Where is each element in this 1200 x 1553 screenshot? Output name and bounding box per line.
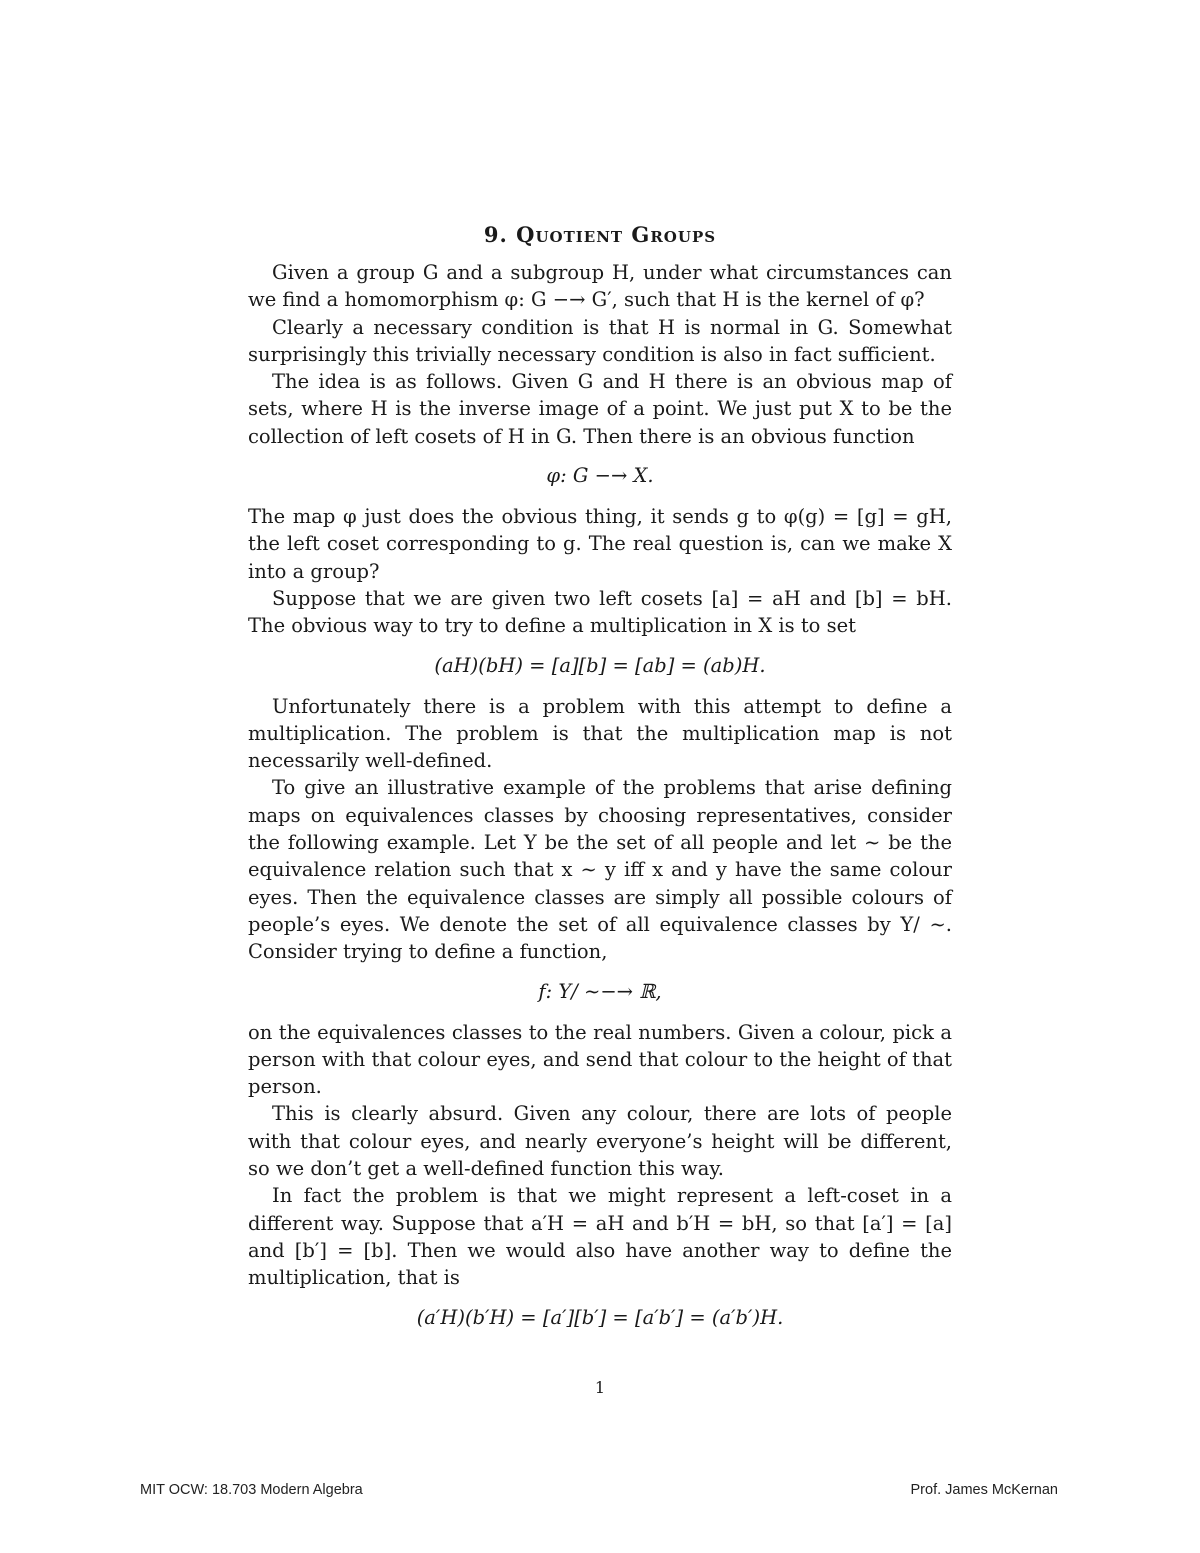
page-body xyxy=(248,222,952,1345)
page-number: 1 xyxy=(594,1378,606,1397)
paragraph-5: Suppose that we are given two left cosets [a] = aH and [b] = bH. The obvious way to try to define a multiplication in X is to set xyxy=(248,586,952,638)
paragraph-6: Unfortunately there is a problem with this attempt to define a multiplication. The problem is that the multiplication map is not necessarily well-defined. xyxy=(248,694,952,773)
paragraph-1: Given a group G and a subgroup H, under what circumstances can we find a homomorphism φ: G −→ G′, such that H is the kernel of φ? xyxy=(248,261,952,312)
paragraph-2: Clearly a necessary condition is that H is normal in G. Somewhat surprisingly this trivially necessary condition is also in fact sufficient. xyxy=(248,315,952,366)
footer-author: Prof. James McKernan xyxy=(910,1482,1058,1498)
section-title: 9. Quotient Groups xyxy=(483,222,717,247)
paragraph-8: on the equivalences classes to the real numbers. Given a colour, pick a person with that colour eyes, and send that colour to the height of that person. xyxy=(248,1020,952,1099)
equation-coset-product: (aH)(bH) = [a][b] = [ab] = (ab)H. xyxy=(434,653,766,677)
paragraph-3: The idea is as follows. Given G and H there is an obvious map of sets, where H is the inverse image of a point. We just put X to be the collection of left cosets of H in G. Then there is an obvious function xyxy=(248,370,952,448)
equation-phi-map: φ: G −→ X. xyxy=(546,464,654,488)
paragraph-4: The map φ just does the obvious thing, it sends g to φ(g) = [g] = gH, the left coset corresponding to g. The real question is, can we make X into a group? xyxy=(248,505,952,583)
equation-function-f: f: Y/ ∼−→ ℝ, xyxy=(538,979,662,1003)
equation-alt-product: (a′H)(b′H) = [a′][b′] = [a′b′] = (a′b′)H. xyxy=(416,1305,784,1329)
paragraph-10: In fact the problem is that we might represent a left-coset in a different way. Suppose that a′H = aH and b′H = bH, so that [a′] = [a] and [b′] = [b]. Then we would also have another way to define the multiplication, that is xyxy=(248,1184,952,1290)
paragraph-7: To give an illustrative example of the problems that arise defining maps on equivalences classes by choosing representatives, consider the following example. Let Y be the set of all people and let ∼ be the equivalence relation such that x ∼ y iff x and y have the same colour eyes. Then the equivalence classes are simply all possible colours of people’s eyes. We denote the set of all equivalence classes by Y/ ∼. Consider trying to define a function, xyxy=(248,776,952,964)
footer-course: MIT OCW: 18.703 Modern Algebra xyxy=(140,1482,363,1498)
paragraph-9: This is clearly absurd. Given any colour, there are lots of people with that colour eyes, and nearly everyone’s height will be different, so we don’t get a well-defined function this way. xyxy=(248,1102,952,1181)
